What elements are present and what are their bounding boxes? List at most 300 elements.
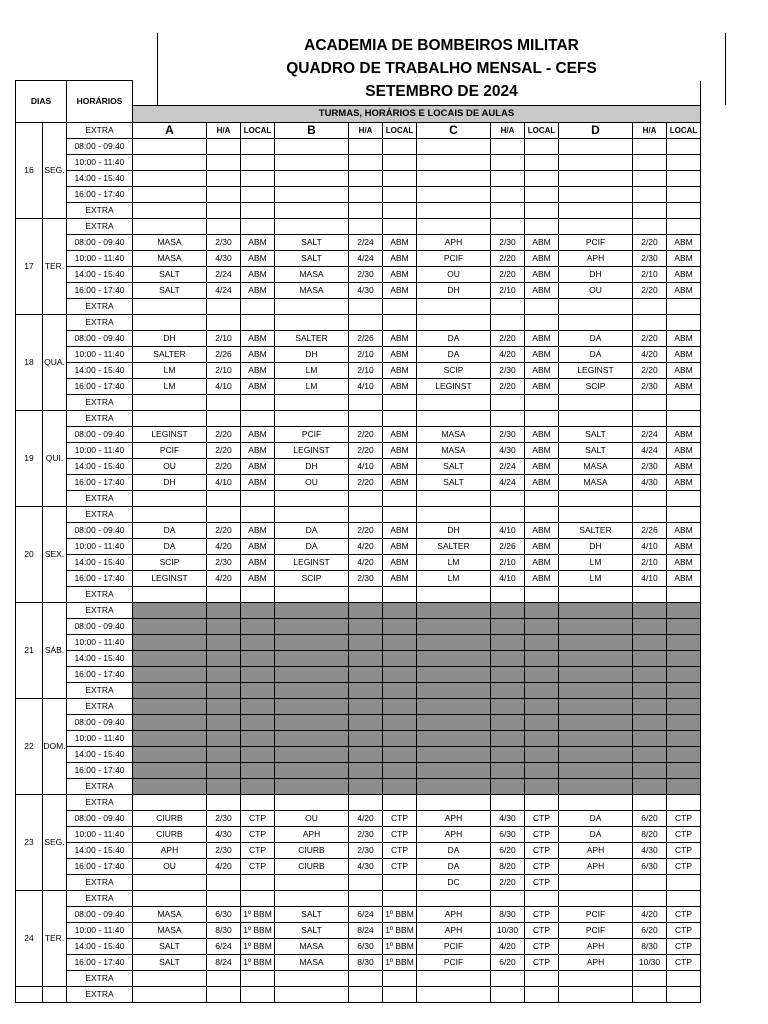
- table-cell: [383, 507, 417, 523]
- table-cell: [559, 667, 633, 683]
- table-cell: 2/20: [491, 331, 525, 347]
- table-row: [16, 395, 701, 411]
- table-cell: [667, 747, 701, 763]
- table-cell: [559, 139, 633, 155]
- table-cell: [275, 203, 349, 219]
- table-cell: 2/20: [349, 475, 383, 491]
- title-line-2: QUADRO DE TRABALHO MENSAL - CEFS: [286, 60, 597, 77]
- table-row: [16, 267, 701, 283]
- table-cell: [383, 779, 417, 795]
- table-cell: [525, 315, 559, 331]
- table-cell: SALT: [417, 475, 491, 491]
- time-slot: EXTRA: [67, 299, 133, 315]
- time-slot: 16:00 - 17:40: [67, 763, 133, 779]
- table-cell: ABM: [241, 363, 275, 379]
- table-cell: SALT: [275, 907, 349, 923]
- table-cell: [491, 971, 525, 987]
- table-cell: ABM: [383, 539, 417, 555]
- table-cell: SALT: [133, 267, 207, 283]
- table-cell: [207, 203, 241, 219]
- table-cell: [241, 795, 275, 811]
- table-cell: [241, 315, 275, 331]
- table-cell: [417, 747, 491, 763]
- table-cell: 2/24: [349, 235, 383, 251]
- table-cell: [491, 587, 525, 603]
- table-cell: 2/26: [633, 523, 667, 539]
- time-slot: EXTRA: [67, 603, 133, 619]
- table-cell: [633, 699, 667, 715]
- table-cell: ABM: [383, 523, 417, 539]
- table-cell: CTP: [383, 827, 417, 843]
- table-cell: [417, 715, 491, 731]
- table-cell: [525, 699, 559, 715]
- table-cell: 2/20: [633, 331, 667, 347]
- table-cell: [207, 587, 241, 603]
- table-row: [16, 187, 701, 203]
- table-cell: SALT: [559, 443, 633, 459]
- table-cell: 2/10: [633, 555, 667, 571]
- table-cell: [349, 155, 383, 171]
- table-cell: [525, 619, 559, 635]
- table-cell: ABM: [667, 331, 701, 347]
- table-cell: [133, 619, 207, 635]
- table-cell: CTP: [667, 859, 701, 875]
- table-cell: [667, 763, 701, 779]
- table-cell: ABM: [241, 523, 275, 539]
- table-cell: DA: [417, 843, 491, 859]
- table-cell: [383, 187, 417, 203]
- table-cell: [349, 731, 383, 747]
- table-cell: [417, 171, 491, 187]
- table-cell: [349, 779, 383, 795]
- table-cell: 8/30: [207, 923, 241, 939]
- table-row: [16, 699, 701, 715]
- table-cell: [667, 971, 701, 987]
- table-cell: 4/20: [633, 907, 667, 923]
- table-row: [16, 331, 701, 347]
- table-cell: [133, 139, 207, 155]
- table-cell: [633, 139, 667, 155]
- column-header: LOCAL: [667, 123, 701, 139]
- time-slot: 14:00 - 15:40: [67, 747, 133, 763]
- table-cell: [133, 171, 207, 187]
- table-cell: [133, 779, 207, 795]
- table-cell: [559, 987, 633, 1003]
- table-cell: [349, 635, 383, 651]
- table-row: [16, 955, 701, 971]
- day-name: SEG.: [43, 123, 67, 219]
- table-cell: [275, 395, 349, 411]
- table-cell: [633, 203, 667, 219]
- table-cell: CIURB: [275, 843, 349, 859]
- table-cell: [525, 971, 559, 987]
- time-slot: EXTRA: [67, 683, 133, 699]
- table-cell: PCIF: [417, 955, 491, 971]
- table-cell: DH: [559, 539, 633, 555]
- table-cell: LM: [417, 555, 491, 571]
- table-cell: [559, 203, 633, 219]
- table-cell: [275, 171, 349, 187]
- table-cell: [241, 699, 275, 715]
- table-cell: 2/10: [349, 363, 383, 379]
- table-cell: [383, 411, 417, 427]
- table-cell: [491, 203, 525, 219]
- table-cell: 4/10: [349, 459, 383, 475]
- table-cell: [491, 395, 525, 411]
- table-cell: [491, 619, 525, 635]
- table-cell: DA: [559, 347, 633, 363]
- time-slot: 14:00 - 15:40: [67, 843, 133, 859]
- table-cell: [491, 139, 525, 155]
- table-cell: SALT: [275, 923, 349, 939]
- table-cell: [667, 731, 701, 747]
- table-cell: ABM: [667, 267, 701, 283]
- table-cell: [417, 187, 491, 203]
- table-cell: CTP: [667, 923, 701, 939]
- table-cell: APH: [559, 939, 633, 955]
- table-cell: ABM: [383, 475, 417, 491]
- table-cell: [667, 619, 701, 635]
- table-cell: [667, 891, 701, 907]
- table-cell: [559, 795, 633, 811]
- table-cell: [633, 411, 667, 427]
- table-cell: ABM: [383, 363, 417, 379]
- table-cell: 6/20: [633, 811, 667, 827]
- table-cell: ABM: [383, 571, 417, 587]
- table-cell: [207, 987, 241, 1003]
- table-cell: [383, 491, 417, 507]
- time-slot: 10:00 - 11:40: [67, 347, 133, 363]
- horarios-header: HORÁRIOS: [67, 81, 133, 123]
- table-cell: [349, 491, 383, 507]
- table-cell: [133, 715, 207, 731]
- table-cell: LEGINST: [275, 555, 349, 571]
- table-cell: [241, 875, 275, 891]
- table-cell: [133, 747, 207, 763]
- table-cell: [241, 395, 275, 411]
- dias-header: DIAS: [16, 81, 67, 123]
- table-cell: 1º BBM: [241, 907, 275, 923]
- table-cell: [417, 299, 491, 315]
- table-cell: SCIP: [559, 379, 633, 395]
- time-slot: 10:00 - 11:40: [67, 251, 133, 267]
- table-row: [16, 939, 701, 955]
- table-cell: 8/20: [633, 827, 667, 843]
- time-slot: EXTRA: [67, 395, 133, 411]
- table-cell: ABM: [667, 555, 701, 571]
- table-cell: [633, 171, 667, 187]
- time-slot: EXTRA: [67, 699, 133, 715]
- table-cell: [417, 987, 491, 1003]
- table-cell: CTP: [383, 811, 417, 827]
- table-cell: [525, 171, 559, 187]
- table-cell: DH: [275, 459, 349, 475]
- table-cell: [667, 651, 701, 667]
- table-cell: ABM: [525, 331, 559, 347]
- table-cell: [275, 875, 349, 891]
- table-cell: CIURB: [275, 859, 349, 875]
- table-cell: [349, 715, 383, 731]
- table-cell: [559, 635, 633, 651]
- table-cell: [383, 139, 417, 155]
- table-cell: [133, 731, 207, 747]
- table-cell: ABM: [525, 555, 559, 571]
- table-row: [16, 779, 701, 795]
- table-row: [16, 235, 701, 251]
- table-cell: [417, 651, 491, 667]
- table-cell: [241, 619, 275, 635]
- table-cell: [349, 315, 383, 331]
- table-cell: CTP: [667, 955, 701, 971]
- table-cell: ABM: [241, 347, 275, 363]
- table-cell: 2/30: [207, 235, 241, 251]
- table-cell: [417, 635, 491, 651]
- table-cell: APH: [417, 827, 491, 843]
- table-cell: [133, 203, 207, 219]
- table-cell: APH: [559, 251, 633, 267]
- table-cell: 2/30: [207, 555, 241, 571]
- table-cell: OU: [417, 267, 491, 283]
- day-name: QUI.: [43, 411, 67, 507]
- table-cell: [633, 731, 667, 747]
- column-header: C: [417, 123, 491, 139]
- table-cell: 2/30: [491, 235, 525, 251]
- time-slot: 08:00 - 09:40: [67, 235, 133, 251]
- table-cell: [667, 715, 701, 731]
- day-number: 22: [16, 699, 43, 795]
- table-cell: [491, 747, 525, 763]
- table-cell: 2/30: [349, 571, 383, 587]
- table-cell: [633, 875, 667, 891]
- table-row: [16, 219, 701, 235]
- table-cell: ABM: [241, 443, 275, 459]
- table-cell: [559, 155, 633, 171]
- table-cell: [633, 763, 667, 779]
- table-cell: 4/20: [633, 347, 667, 363]
- table-cell: [417, 203, 491, 219]
- table-cell: 2/24: [491, 459, 525, 475]
- table-cell: [241, 715, 275, 731]
- table-cell: [633, 491, 667, 507]
- table-cell: 2/30: [349, 843, 383, 859]
- table-cell: [667, 187, 701, 203]
- table-cell: SALT: [133, 939, 207, 955]
- table-cell: 6/30: [633, 859, 667, 875]
- table-cell: [525, 203, 559, 219]
- table-cell: CTP: [525, 875, 559, 891]
- table-cell: [491, 315, 525, 331]
- table-cell: LEGINST: [559, 363, 633, 379]
- table-cell: [349, 203, 383, 219]
- table-cell: DC: [417, 875, 491, 891]
- table-row: [16, 475, 701, 491]
- table-cell: [207, 155, 241, 171]
- table-cell: [383, 299, 417, 315]
- time-slot: EXTRA: [67, 123, 133, 139]
- time-slot: 16:00 - 17:40: [67, 187, 133, 203]
- table-cell: [667, 299, 701, 315]
- table-cell: CIURB: [133, 811, 207, 827]
- table-cell: ABM: [525, 523, 559, 539]
- table-cell: [383, 683, 417, 699]
- table-cell: ABM: [241, 427, 275, 443]
- table-cell: [667, 587, 701, 603]
- table-cell: SALT: [275, 251, 349, 267]
- table-cell: [275, 651, 349, 667]
- table-cell: 2/20: [207, 427, 241, 443]
- table-row: [16, 651, 701, 667]
- table-cell: 6/30: [491, 827, 525, 843]
- table-cell: [207, 139, 241, 155]
- table-row: [16, 459, 701, 475]
- column-header: H/A: [207, 123, 241, 139]
- time-slot: 16:00 - 17:40: [67, 571, 133, 587]
- column-header: H/A: [491, 123, 525, 139]
- table-cell: SCIP: [133, 555, 207, 571]
- table-cell: 4/30: [491, 443, 525, 459]
- table-cell: 2/20: [207, 443, 241, 459]
- table-cell: [241, 731, 275, 747]
- table-cell: [207, 683, 241, 699]
- table-cell: 4/10: [633, 539, 667, 555]
- table-cell: [525, 683, 559, 699]
- column-header: H/A: [633, 123, 667, 139]
- table-row: [16, 123, 701, 139]
- table-row: [16, 603, 701, 619]
- table-cell: [241, 747, 275, 763]
- table-cell: [491, 299, 525, 315]
- day-name: TER.: [43, 219, 67, 315]
- table-cell: [349, 139, 383, 155]
- table-cell: [525, 987, 559, 1003]
- table-cell: LM: [275, 363, 349, 379]
- table-cell: APH: [417, 923, 491, 939]
- table-cell: [383, 875, 417, 891]
- table-row: [16, 763, 701, 779]
- table-cell: 4/24: [633, 443, 667, 459]
- table-cell: 8/30: [633, 939, 667, 955]
- table-cell: [667, 203, 701, 219]
- table-cell: ABM: [525, 443, 559, 459]
- table-cell: [383, 971, 417, 987]
- table-cell: MASA: [275, 283, 349, 299]
- table-cell: [525, 731, 559, 747]
- table-cell: CTP: [383, 859, 417, 875]
- table-cell: ABM: [667, 379, 701, 395]
- table-row: [16, 443, 701, 459]
- time-slot: 10:00 - 11:40: [67, 827, 133, 843]
- table-cell: 2/26: [349, 331, 383, 347]
- time-slot: 14:00 - 15:40: [67, 459, 133, 475]
- time-slot: 16:00 - 17:40: [67, 283, 133, 299]
- table-cell: [525, 747, 559, 763]
- time-slot: 16:00 - 17:40: [67, 379, 133, 395]
- table-cell: CTP: [525, 811, 559, 827]
- table-cell: [349, 971, 383, 987]
- time-slot: EXTRA: [67, 875, 133, 891]
- table-cell: APH: [417, 235, 491, 251]
- table-cell: [349, 987, 383, 1003]
- table-row: [16, 827, 701, 843]
- table-cell: LEGINST: [133, 427, 207, 443]
- table-cell: 4/30: [207, 251, 241, 267]
- table-cell: 10/30: [633, 955, 667, 971]
- table-cell: [383, 587, 417, 603]
- table-cell: [275, 779, 349, 795]
- day-number: 21: [16, 603, 43, 699]
- table-cell: ABM: [525, 539, 559, 555]
- table-cell: [349, 619, 383, 635]
- table-cell: [349, 875, 383, 891]
- table-cell: 2/20: [207, 459, 241, 475]
- table-row: [16, 571, 701, 587]
- table-cell: [349, 411, 383, 427]
- table-cell: [525, 187, 559, 203]
- table-cell: [241, 635, 275, 651]
- table-cell: 2/20: [491, 267, 525, 283]
- table-cell: [349, 603, 383, 619]
- table-cell: 10/30: [491, 923, 525, 939]
- table-cell: 4/30: [207, 827, 241, 843]
- table-cell: [417, 667, 491, 683]
- table-cell: CTP: [525, 939, 559, 955]
- table-cell: [133, 763, 207, 779]
- table-cell: ABM: [525, 571, 559, 587]
- table-cell: ABM: [525, 235, 559, 251]
- table-cell: 8/30: [349, 955, 383, 971]
- time-slot: 16:00 - 17:40: [67, 475, 133, 491]
- column-header: A: [133, 123, 207, 139]
- table-cell: [207, 667, 241, 683]
- table-cell: DH: [417, 523, 491, 539]
- table-cell: ABM: [241, 571, 275, 587]
- table-cell: SALT: [133, 955, 207, 971]
- table-cell: 2/10: [349, 347, 383, 363]
- table-row: [16, 747, 701, 763]
- table-cell: [383, 395, 417, 411]
- table-cell: [207, 603, 241, 619]
- table-cell: CTP: [525, 907, 559, 923]
- table-cell: PCIF: [133, 443, 207, 459]
- table-cell: [633, 155, 667, 171]
- table-cell: [383, 891, 417, 907]
- table-row: [16, 715, 701, 731]
- table-cell: 2/30: [349, 827, 383, 843]
- table-cell: CIURB: [133, 827, 207, 843]
- table-cell: 8/24: [349, 923, 383, 939]
- day-name: TER.: [43, 891, 67, 987]
- table-cell: [241, 299, 275, 315]
- table-cell: DA: [133, 523, 207, 539]
- table-cell: 4/10: [491, 523, 525, 539]
- table-cell: 4/24: [491, 475, 525, 491]
- table-cell: [275, 587, 349, 603]
- table-cell: 4/10: [207, 379, 241, 395]
- table-cell: [241, 139, 275, 155]
- table-cell: CTP: [667, 939, 701, 955]
- table-cell: [417, 683, 491, 699]
- table-cell: CTP: [667, 811, 701, 827]
- table-cell: [241, 779, 275, 795]
- table-cell: [491, 171, 525, 187]
- table-cell: APH: [133, 843, 207, 859]
- table-cell: ABM: [667, 475, 701, 491]
- table-cell: [241, 155, 275, 171]
- table-cell: PCIF: [559, 907, 633, 923]
- table-cell: [417, 795, 491, 811]
- table-cell: [525, 411, 559, 427]
- table-cell: [491, 987, 525, 1003]
